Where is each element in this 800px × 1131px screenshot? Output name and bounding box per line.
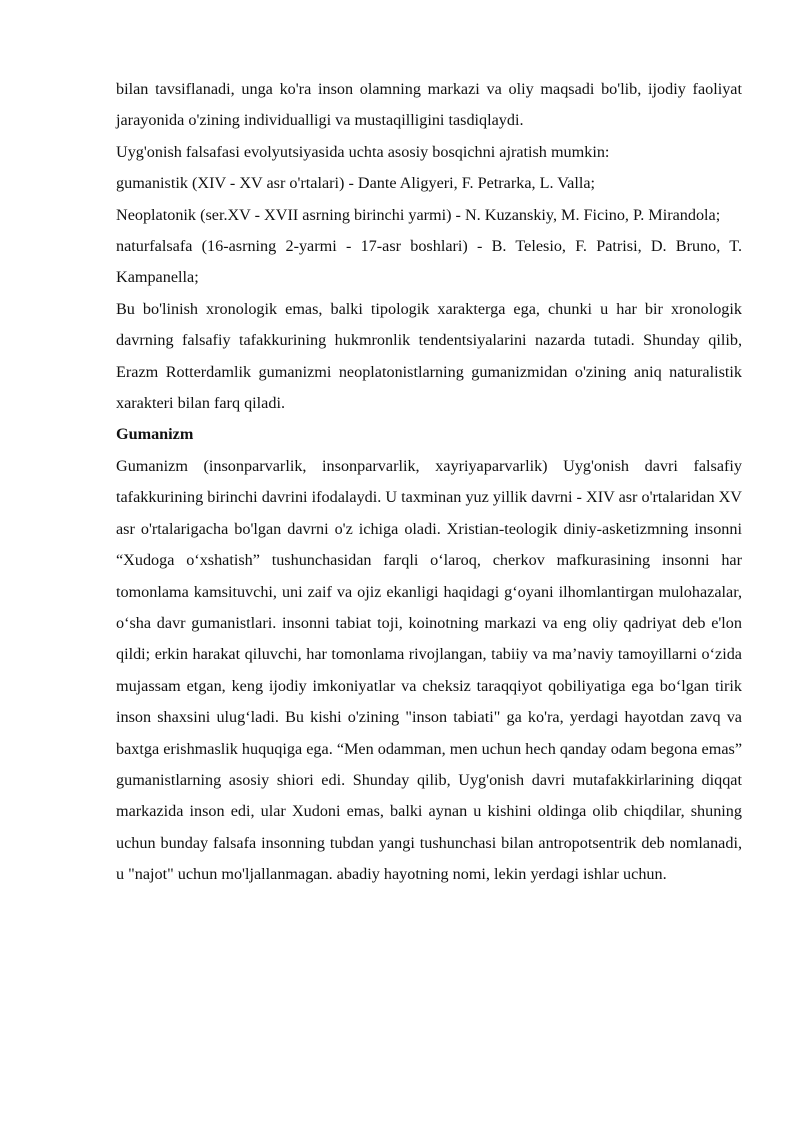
list-item-neoplatonic-stage: Neoplatonik (ser.XV - XVII asrning birinchi yarmi) - N. Kuzanskiy, M. Ficino, P. Mirandola; <box>116 205 721 224</box>
list-item-humanistic-stage: gumanistik (XIV - XV asr o'rtalari) - Dante Aligyeri, F. Petrarka, L. Valla; <box>116 174 596 193</box>
section-heading-gumanizm: Gumanizm <box>116 425 194 444</box>
paragraph-typology-note: Bu bo'linish xronologik emas, balki tipologik xarakterga ega, chunki u har bir xronologik davrning falsafiy tafakkurining hukmronlik tendentsiyalarini nazarda tutadi. Shunday qilib, Erazm Rotterdamlik gumanizmi neoplatonistlarning gumanizmidan o'zining aniq naturalistik xarakteri bilan farq qiladi. <box>116 299 742 413</box>
document-page <box>116 74 742 891</box>
paragraph-stages-intro: Uyg'onish falsafasi evolyutsiyasida uchta asosiy bosqichni ajratish mumkin: <box>116 142 610 161</box>
paragraph-gumanizm-body: Gumanizm (insonparvarlik, insonparvarlik, xayriyaparvarlik) Uyg'onish davri falsafiy tafakkurining birinchi davrini ifodalaydi. U taxminan yuz yillik davrni - XIV asr o'rtalaridan XV asr o'rtalarigacha bo'lgan davrni o'z ichiga oladi. Xristian-teologik diniy-asketizmning insonni “Xudoga o‘xshatish” tushunchasidan farqli o‘laroq, cherkov mafkurasining insonni har tomonlama kamsituvchi, uni zaif va ojiz ekanligi haqidagi g‘oyani ilhomlantirgan mulohazalar, o‘sha davr gumanistlari. insonni tabiat toji, koinotning markazi va eng oliy qadriyat deb e'lon qildi; erkin harakat qiluvchi, har tomonlama rivojlangan, tabiiy va ma’naviy tamoyillarni o‘zida mujassam etgan, keng ijodiy imkoniyatlar va cheksiz taraqqiyot qobiliyatiga ega bo‘lgan tirik inson shaxsini ulug‘ladi. Bu kishi o'zining "inson tabiati" ga ko'ra, yerdagi hayotdan zavq va baxtga erishmaslik huquqiga ega. “Men odamman, men uchun hech qanday odam begona emas” gumanistlarning asosiy shiori edi. Shunday qilib, Uyg'onish davri mutafakkirlarining diqqat markazida inson edi, ular Xudoni emas, balki aynan u kishini oldinga olib chiqdilar, shuning uchun bunday falsafa insonning tubdan yangi tushunchasi bilan antropotsentrik deb nomlanadi, u "najot" uchun mo'ljallanmagan. abadiy hayotning nomi, lekin yerdagi ishlar uchun. <box>116 456 742 884</box>
paragraph-intro-continuation: bilan tavsiflanadi, unga ko'ra inson olamning markazi va oliy maqsadi bo'lib, ijodiy faoliyat jarayonida o'zining individualligi va mustaqilligini tasdiqlaydi. <box>116 80 742 130</box>
list-item-natural-philosophy-stage: naturfalsafa (16-asrning 2-yarmi - 17-asr boshlari) - B. Telesio, F. Patrisi, D. Bruno, T. Kampanella; <box>116 237 742 287</box>
